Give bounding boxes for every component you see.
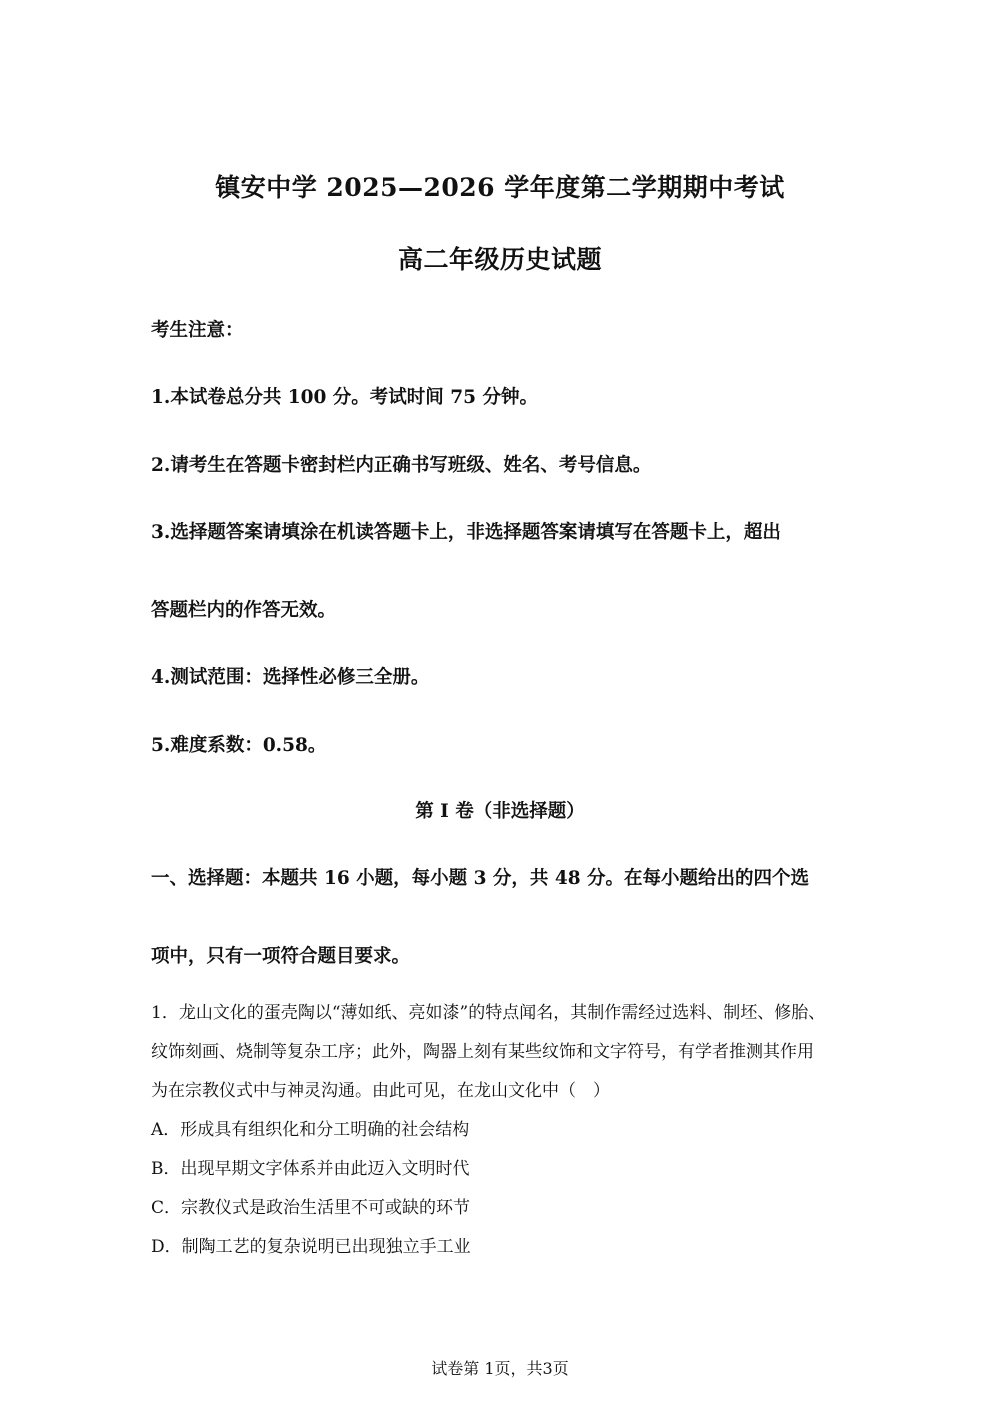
question-1-option-a: A．形成具有组织化和分工明确的社会结构 <box>151 1120 470 1140</box>
section-instruction-line-1: 一、选择题：本题共 16 小题，每小题 3 分，共 48 分。在每小题给出的四个选 <box>151 868 810 889</box>
exam-title: 镇安中学 2025—2026 学年度第二学期期中考试 <box>215 173 785 202</box>
volume-title: 第 I 卷（非选择题） <box>415 801 585 822</box>
section-instruction-line-2: 项中，只有一项符合题目要求。 <box>151 946 411 967</box>
note-item-5: 5.难度系数：0.58。 <box>151 735 327 756</box>
question-1-stem-line-3: 为在宗教仪式中与神灵沟通。由此可见，在龙山文化中（ ） <box>151 1081 610 1101</box>
note-item-3-continued: 答题栏内的作答无效。 <box>151 600 337 621</box>
note-item-3: 3.选择题答案请填涂在机读答题卡上，非选择题答案请填写在答题卡上，超出 <box>151 522 781 543</box>
note-item-2: 2.请考生在答题卡密封栏内正确书写班级、姓名、考号信息。 <box>151 455 652 476</box>
page-footer: 试卷第 1页，共3页 <box>431 1359 569 1378</box>
notes-heading: 考生注意： <box>151 320 244 341</box>
question-1-stem-line-2: 纹饰刻画、烧制等复杂工序；此外，陶器上刻有某些纹饰和文字符号，有学者推测其作用 <box>151 1042 814 1062</box>
note-item-1: 1.本试卷总分共 100 分。考试时间 75 分钟。 <box>151 387 538 408</box>
question-1-option-b: B．出现早期文字体系并由此迈入文明时代 <box>151 1159 470 1179</box>
question-1-option-c: C．宗教仪式是政治生活里不可或缺的环节 <box>151 1198 471 1218</box>
question-1-stem-line-1: 1．龙山文化的蛋壳陶以“薄如纸、亮如漆”的特点闻名，其制作需经过选料、制坯、修胎、 <box>151 1003 826 1023</box>
question-1-option-d: D．制陶工艺的复杂说明已出现独立手工业 <box>151 1237 471 1257</box>
exam-subtitle: 高二年级历史试题 <box>397 245 602 274</box>
note-item-4: 4.测试范围：选择性必修三全册。 <box>151 667 430 688</box>
